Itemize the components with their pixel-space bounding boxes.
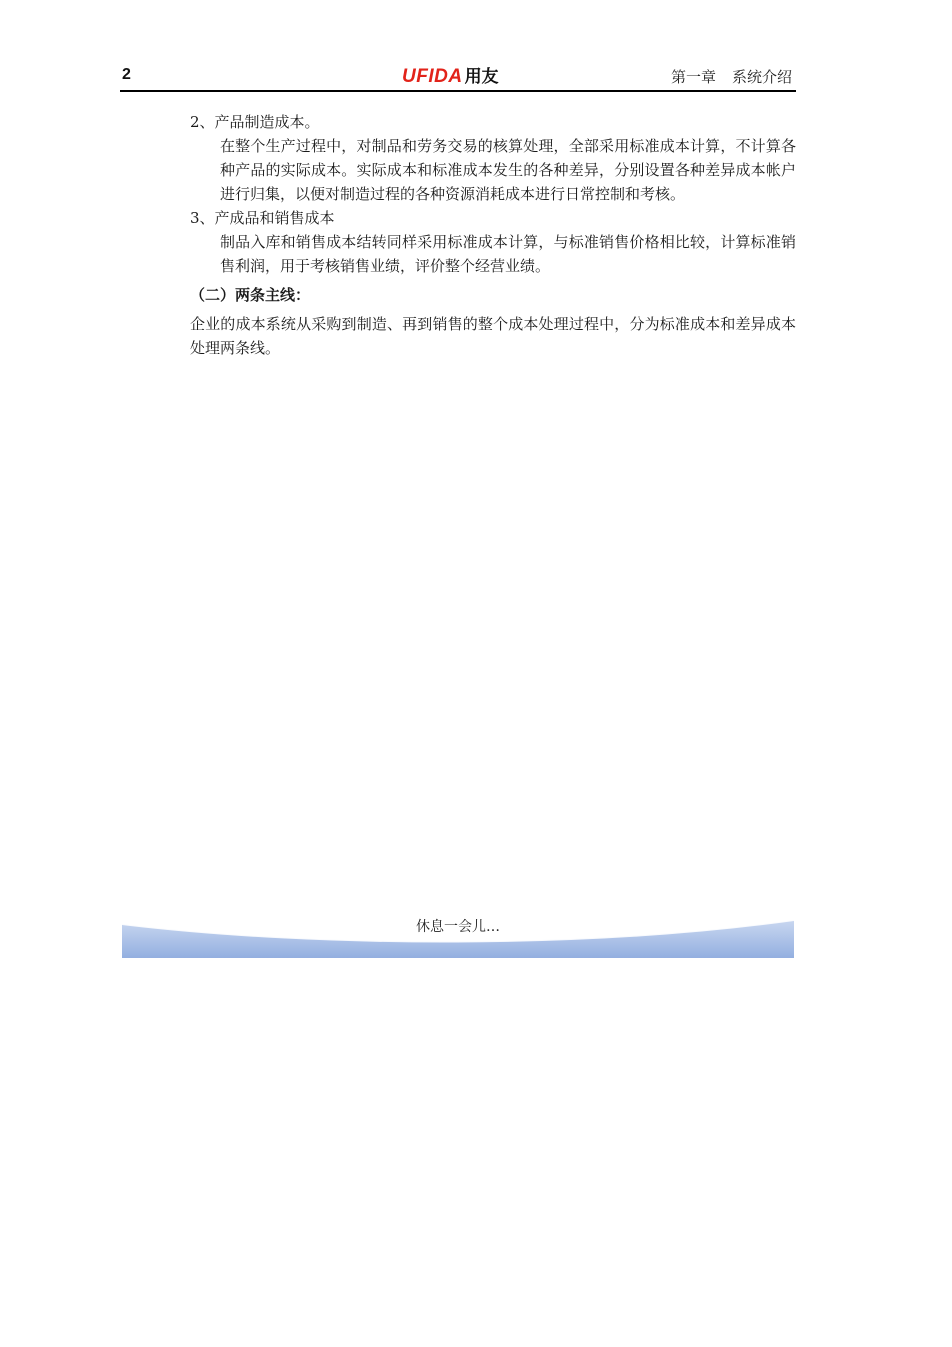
section-paragraph: 企业的成本系统从采购到制造、再到销售的整个成本处理过程中，分为标准成本和差异成本处理两条线。 bbox=[190, 315, 796, 357]
item-2-heading: 2、产品制造成本。 bbox=[190, 113, 320, 131]
page-header bbox=[120, 62, 796, 92]
item-3-heading: 3、产成品和销售成本 bbox=[190, 209, 335, 227]
chapter-number: 第一章 bbox=[670, 68, 716, 86]
page-number: 2 bbox=[122, 66, 131, 83]
logo-brand-cn: 用友 bbox=[464, 67, 499, 86]
footer-banner bbox=[122, 918, 794, 958]
ufida-logo bbox=[402, 62, 499, 88]
footer-text: 休息一会儿… bbox=[416, 919, 500, 935]
document-body bbox=[190, 110, 796, 360]
item-3-body: 制品入库和销售成本结转同样采用标准成本计算，与标准销售价格相比较，计算标准销售利润，用于考核销售业绩，评价整个经营业绩。 bbox=[220, 233, 796, 275]
item-2-body: 在整个生产过程中，对制品和劳务交易的核算处理，全部采用标准成本计算，不计算各种产品的实际成本。实际成本和标准成本发生的各种差异，分别设置各种差异成本帐户进行归集，以便对制造过程的各种资源消耗成本进行日常控制和考核。 bbox=[220, 137, 796, 203]
logo-brand-en: UFIDA bbox=[402, 66, 463, 87]
chapter-title bbox=[671, 66, 792, 87]
section-heading: （二）两条主线： bbox=[190, 286, 311, 304]
chapter-name: 系统介绍 bbox=[731, 68, 792, 86]
